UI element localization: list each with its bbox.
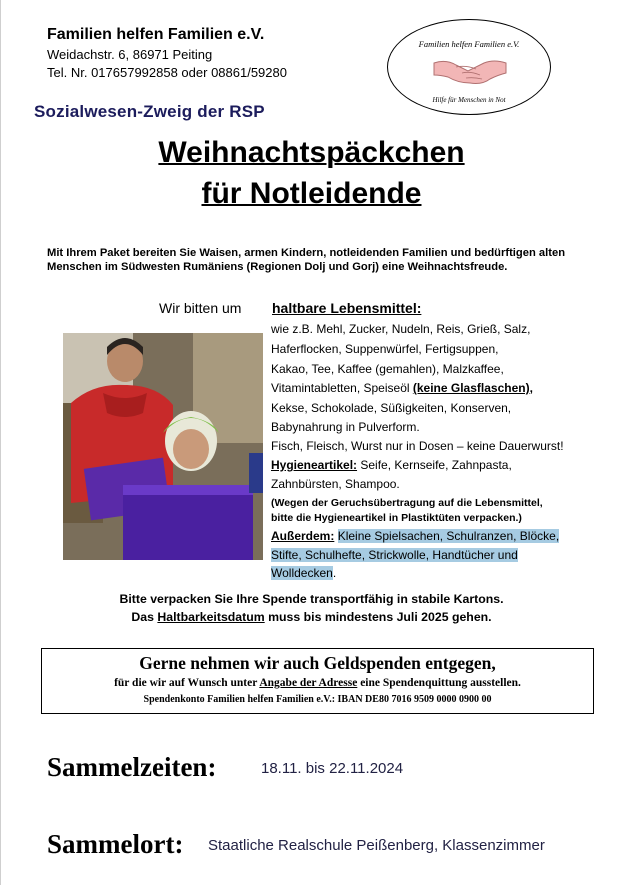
extra-label: Außerdem: (271, 529, 335, 543)
food-line-4: Vitamintabletten, Speiseöl (keine Glasflaschen), (271, 381, 533, 395)
food-line-5: Kekse, Schokolade, Süßigkeiten, Konserven, (271, 401, 512, 415)
food-line-6: Babynahrung in Pulverform. (271, 420, 420, 434)
children-photo (63, 333, 263, 560)
food-line-3: Kakao, Tee, Kaffee (gemahlen), Malzkaffee, (271, 362, 504, 376)
no-glass-note: (keine Glasflaschen), (412, 381, 533, 395)
food-line-7: Fisch, Fleisch, Wurst nur in Dosen – keine Dauerwurst! (271, 439, 564, 453)
packing-instruction: Bitte verpacken Sie Ihre Spende transportfähig in stabile Kartons. (119, 592, 504, 606)
page-title-line2: für Notleidende (201, 177, 422, 210)
branch-heading: Sozialwesen-Zweig der RSP (34, 102, 265, 121)
money-receipt-note: für die wir auf Wunsch unter Angabe der Adresse eine Spendenquittung ausstellen. (114, 677, 521, 689)
extra-line-2: Stifte, Schulhefte, Strickwolle, Handtücher und (271, 548, 518, 562)
org-name: Familien helfen Familien e.V. (47, 26, 265, 43)
hygiene-note-2: bitte die Hygieneartikel in Plastiktüten verpacken.) (271, 512, 522, 524)
intro-paragraph: Mit Ihrem Paket bereiten Sie Waisen, armen Kindern, notleidenden Familien und bedürftigen alten Menschen im Südwesten Rumäniens (Regionen Dolj und Gorj) eine Weihnachtsfreude. (47, 247, 566, 273)
page-edge (0, 0, 1, 885)
org-logo (387, 19, 551, 115)
org-address: Weidachstr. 6, 86971 Peiting (47, 47, 213, 62)
hygiene-line-1: Hygieneartikel: Seife, Kernseife, Zahnpasta, (271, 458, 512, 472)
page-title-line1: Weihnachtspäckchen (158, 136, 465, 169)
money-donation-box (41, 648, 594, 714)
expiry-instruction: Das Haltbarkeitsdatum muss bis mindestens Juli 2025 gehen. (131, 610, 492, 624)
food-line-2: Haferflocken, Suppenwürfel, Fertigsuppen, (271, 342, 499, 356)
food-line-1: wie z.B. Mehl, Zucker, Nudeln, Reis, Grieß, Salz, (271, 322, 531, 336)
bank-account: Spendenkonto Familien helfen Familien e.V.: IBAN DE80 7016 9509 0000 0900 00 (143, 694, 492, 705)
ask-lead: Wir bitten um (159, 300, 242, 316)
extra-line-3: Wolldecken. (271, 566, 337, 580)
hygiene-label: Hygieneartikel: (271, 458, 358, 472)
logo-top-text: Familien helfen Familien e.V. (418, 39, 520, 49)
hygiene-note-1: (Wegen der Geruchsübertragung auf die Lebensmittel, (271, 497, 543, 509)
hygiene-line-2: Zahnbürsten, Shampoo. (271, 477, 400, 491)
org-phone: Tel. Nr. 017657992858 oder 08861/59280 (47, 65, 287, 80)
food-heading: haltbare Lebensmittel: (272, 300, 422, 316)
money-heading: Gerne nehmen wir auch Geldspenden entgegen, (139, 653, 496, 673)
extra-line-1: Außerdem: Kleine Spielsachen, Schulranzen, Blöcke, (271, 529, 560, 543)
collection-place-label: Sammelort: (47, 829, 184, 859)
collection-times-label: Sammelzeiten: (47, 752, 217, 782)
logo-bottom-text: Hilfe für Menschen in Not (432, 96, 506, 104)
collection-place-value: Staatliche Realschule Peißenberg, Klassenzimmer (208, 837, 545, 854)
handshake-icon (432, 53, 508, 87)
collection-times-value: 18.11. bis 22.11.2024 (261, 760, 404, 777)
